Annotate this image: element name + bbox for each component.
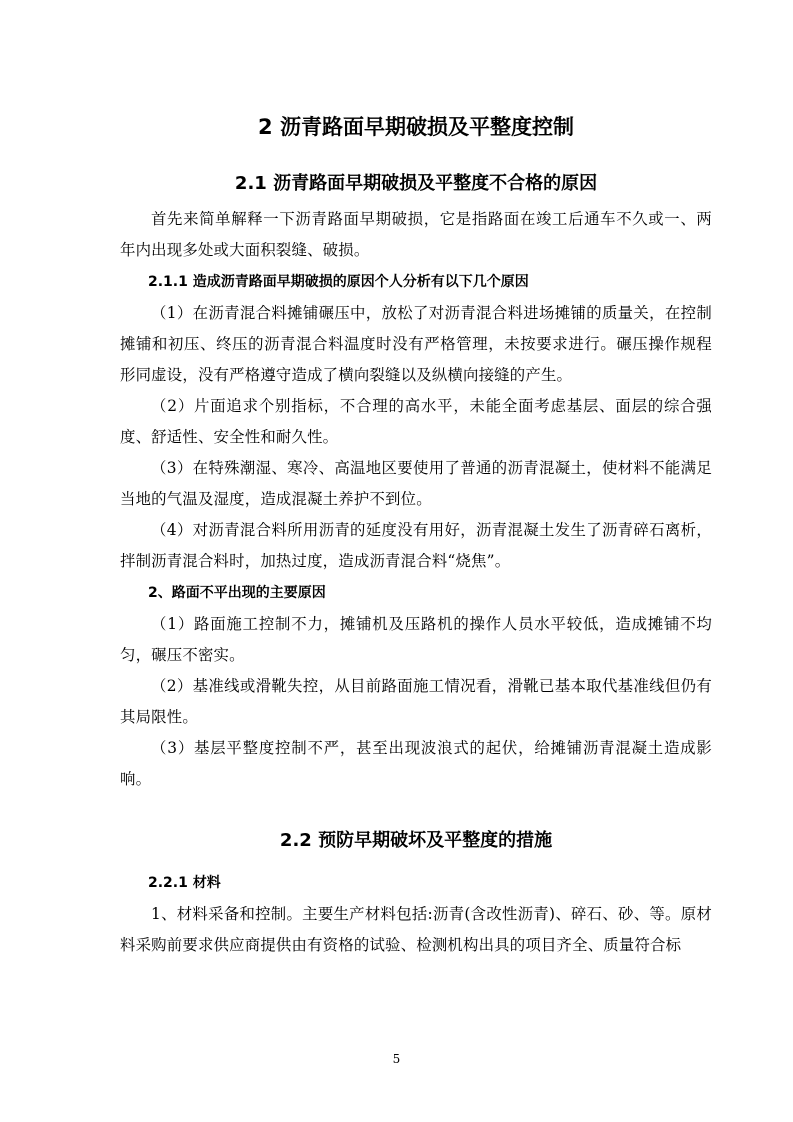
chapter-title: 2 沥青路面早期破损及平整度控制: [258, 115, 574, 139]
cause-item-2: （2）片面追求个别指标，不合理的高水平，未能全面考虑基层、面层的综合强度、舒适性、安全性和耐久性。: [120, 397, 712, 446]
subsection-heading-2-2-1: 2.2.1 材料: [148, 875, 221, 891]
cause-item-3: （3）在特殊潮湿、寒冷、高温地区要使用了普通的沥青混凝土，使材料不能满足当地的气温及湿度，造成混凝土养护不到位。: [120, 459, 712, 508]
page-number: 5: [392, 1052, 401, 1066]
intro-paragraph: 首先来简单解释一下沥青路面早期破损，它是指路面在竣工后通车不久或一、两年内出现多处或大面积裂缝、破损。: [120, 210, 712, 259]
unevenness-item-3: （3）基层平整度控制不严，甚至出现波浪式的起伏，给摊铺沥青混凝土造成影响。: [120, 739, 712, 788]
unevenness-item-2: （2）基准线或滑靴失控，从目前路面施工情况看，滑靴已基本取代基准线但仍有其局限性。: [120, 677, 712, 726]
page-content: [120, 112, 712, 961]
section-heading-2-2: 2.2 预防早期破坏及平整度的措施: [279, 830, 553, 851]
cause-item-4: （4）对沥青混合料所用沥青的延度没有用好，沥青混凝土发生了沥青碎石离析，拌制沥青混合料时，加热过度，造成沥青混合料“烧焦”。: [120, 521, 712, 570]
subsection-heading-unevenness: 2、路面不平出现的主要原因: [148, 585, 326, 601]
cause-item-1: （1）在沥青混合料摊铺碾压中，放松了对沥青混合料进场摊铺的质量关，在控制摊铺和初压、终压的沥青混合料温度时没有严格管理，未按要求进行。碾压操作规程形同虚设，没有严格遵守造成了横向裂缝以及纵横向接缝的产生。: [120, 304, 712, 384]
materials-item-1: 1、材料采备和控制。主要生产材料包括:沥青(含改性沥青)、碎石、砂、等。原材料采购前要求供应商提供由有资格的试验、检测机构出具的项目齐全、质量符合标: [120, 905, 712, 954]
section-heading-2-1: 2.1 沥青路面早期破损及平整度不合格的原因: [234, 173, 598, 194]
subsection-heading-2-1-1: 2.1.1 造成沥青路面早期破损的原因个人分析有以下几个原因: [148, 274, 529, 290]
unevenness-item-1: （1）路面施工控制不力，摊铺机及压路机的操作人员水平较低，造成摊铺不均匀，碾压不密实。: [120, 615, 712, 664]
